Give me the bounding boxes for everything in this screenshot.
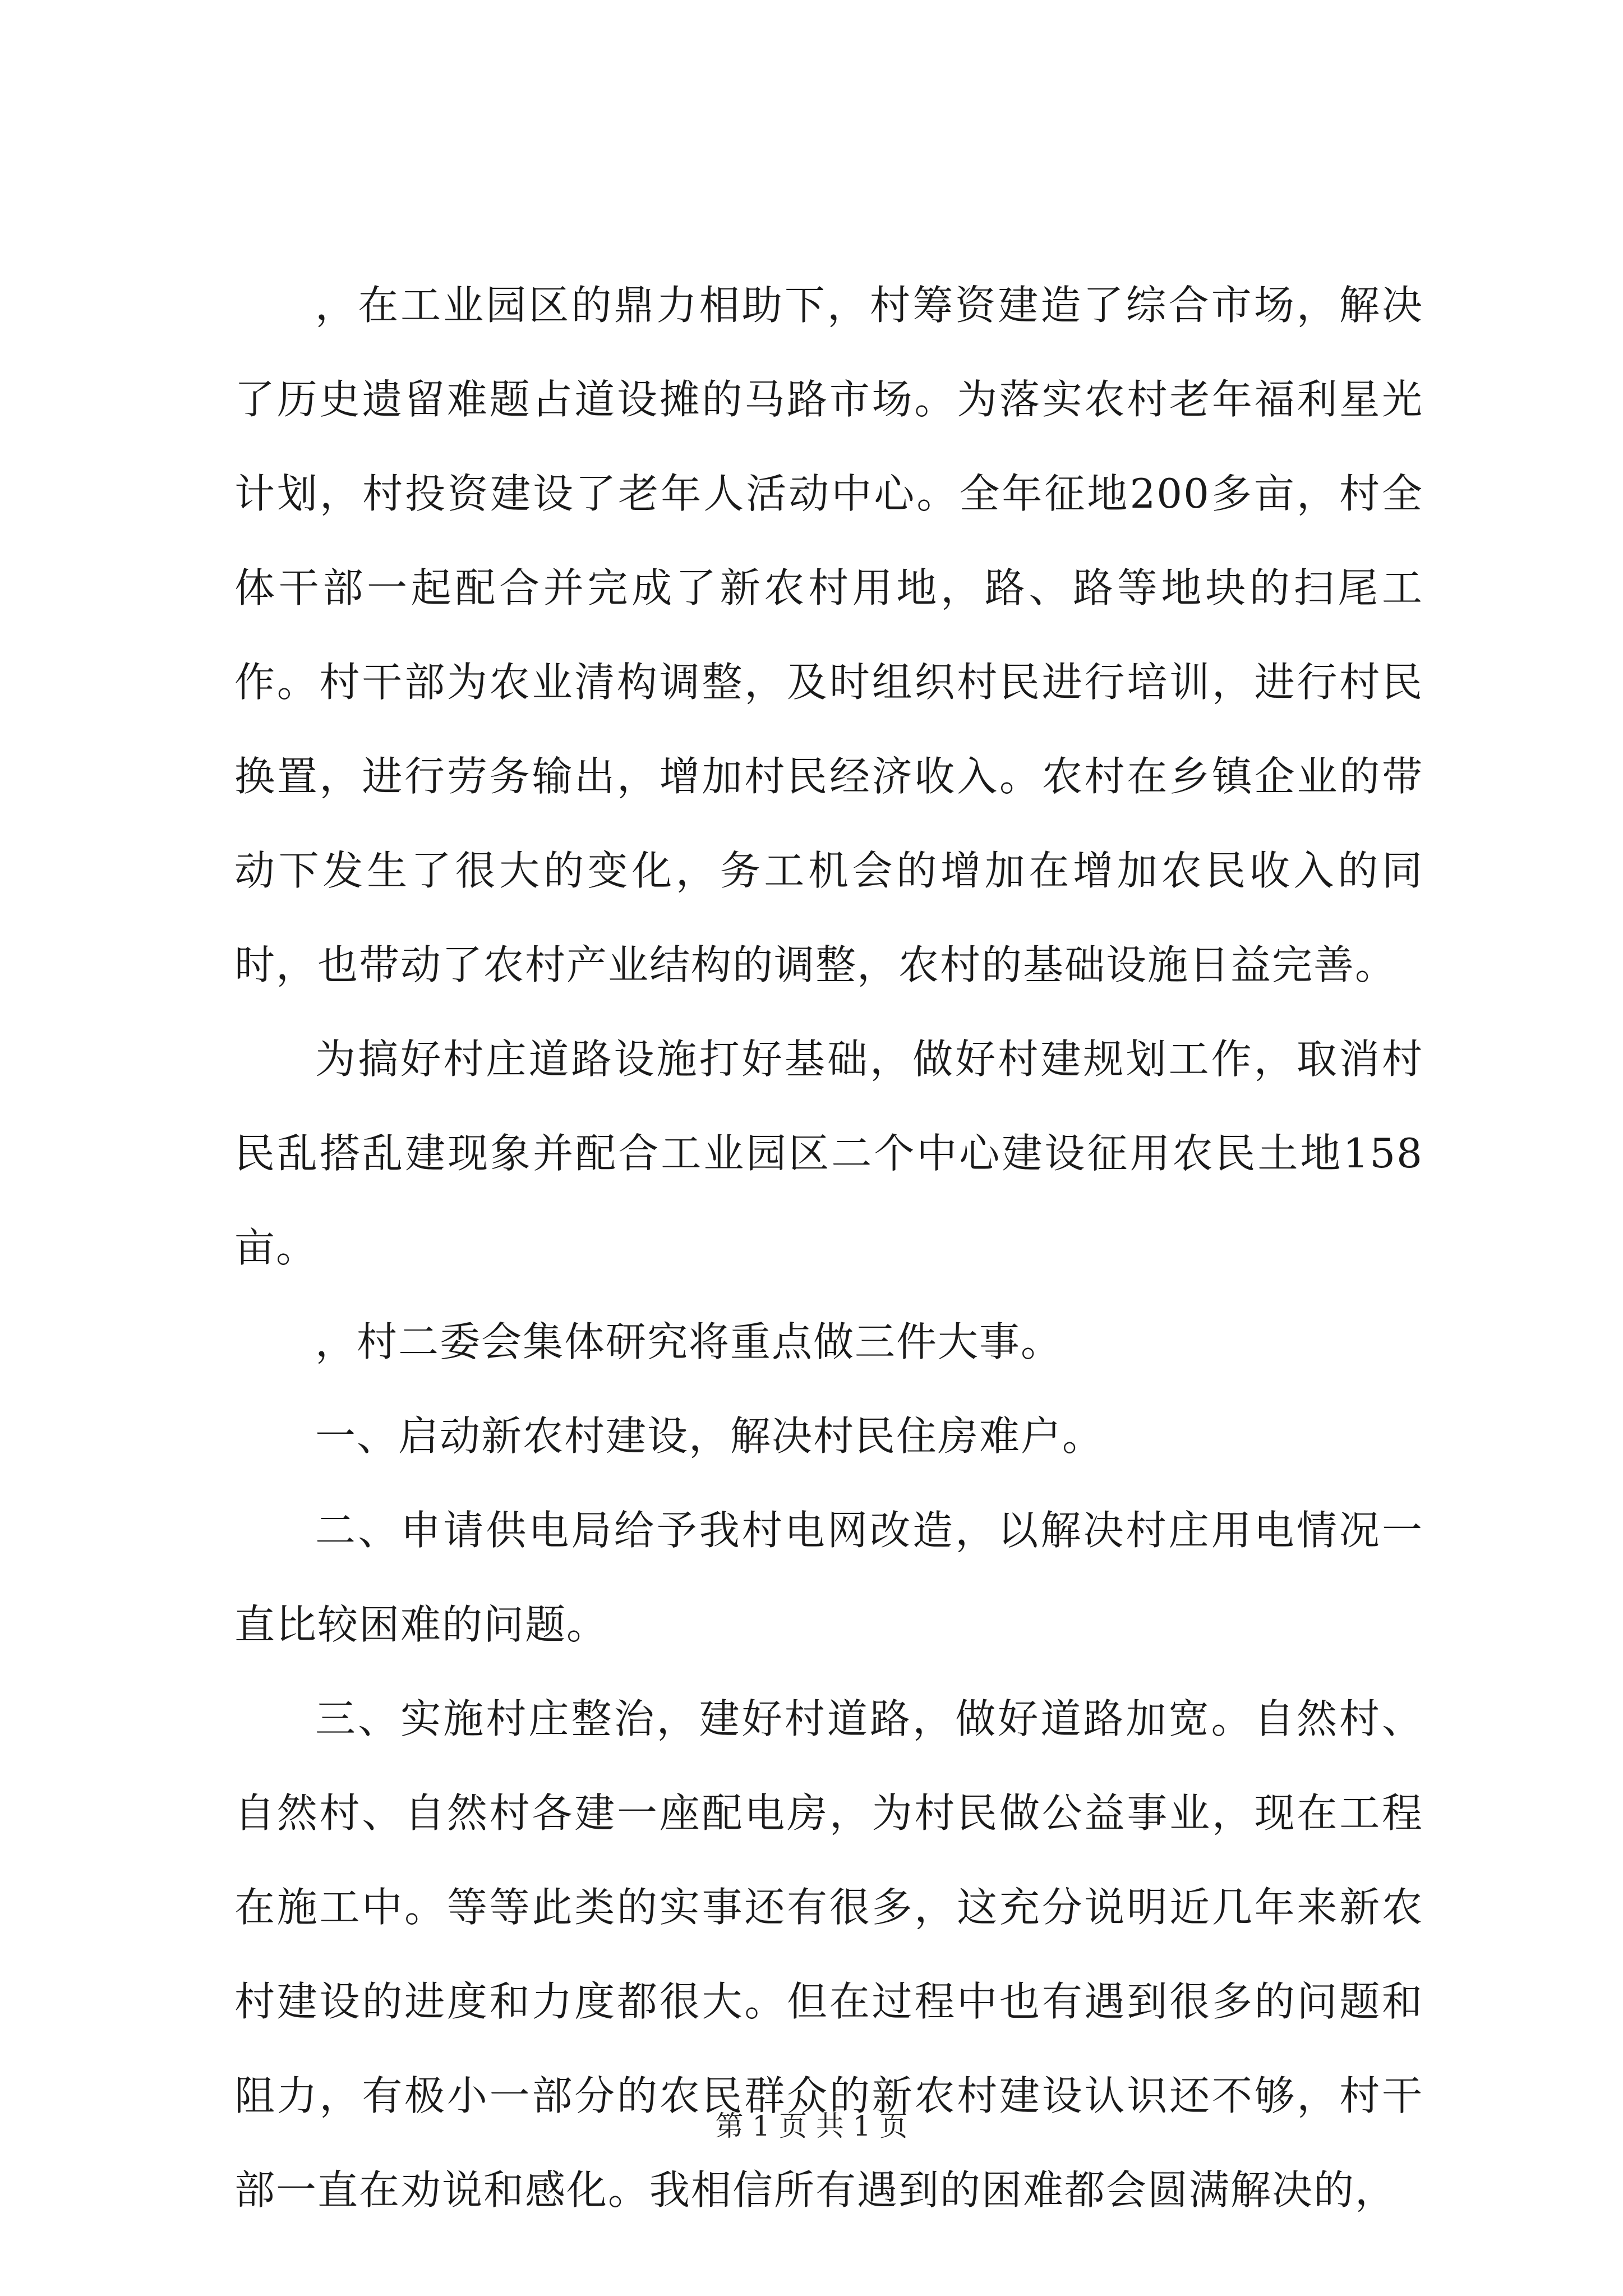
paragraph-3: ，村二委会集体研究将重点做三件大事。 bbox=[315, 1318, 1063, 1365]
page-footer: 第 1 页 共 1 页 bbox=[715, 2110, 908, 2142]
paragraph-6: 三、实施村庄整治，建好村道路，做好道路加宽。自然村、自然村、自然村各建一座配电房，为村民做公益事业，现在工程在施工中。等等此类的实事还有很多，这充分说明近几年来新农村建设的进度和力度都很大。但在过程中也有遇到很多的问题和阻力，有极小一部分的农民群众的新农村建设认识还不够，村干部一直在劝说和感化。我相信所有遇到的困难都会圆满解决的， bbox=[234, 1695, 1423, 2214]
paragraph-1: ，在工业园区的鼎力相助下，村筹资建造了综合市场，解决了历史遗留难题占道设摊的马路市场。为落实农村老年福利星光计划，村投资建设了老年人活动中心。全年征地200多亩，村全体干部一起配合并完成了新农村用地，路、路等地块的扫尾工作。村干部为农业清构调整，及时组织村民进行培训，进行村民换置，进行劳务输出，增加村民经济收入。农村在乡镇企业的带动下发生了很大的变化，务工机会的增加在增加农民收入的同时，也带动了农村产业结构的调整，农村的基础设施日益完善。 bbox=[234, 282, 1423, 988]
paragraph-4: 一、启动新农村建设，解决村民住房难户。 bbox=[315, 1412, 1104, 1460]
document-body bbox=[234, 258, 1423, 2237]
paragraph-5: 二、申请供电局给予我村电网改造，以解决村庄用电情况一直比较困难的问题。 bbox=[234, 1507, 1423, 1648]
paragraph-2: 为搞好村庄道路设施打好基础，做好村建规划工作，取消村民乱搭乱建现象并配合工业园区二个中心建设征用农民土地158亩。 bbox=[234, 1036, 1423, 1271]
